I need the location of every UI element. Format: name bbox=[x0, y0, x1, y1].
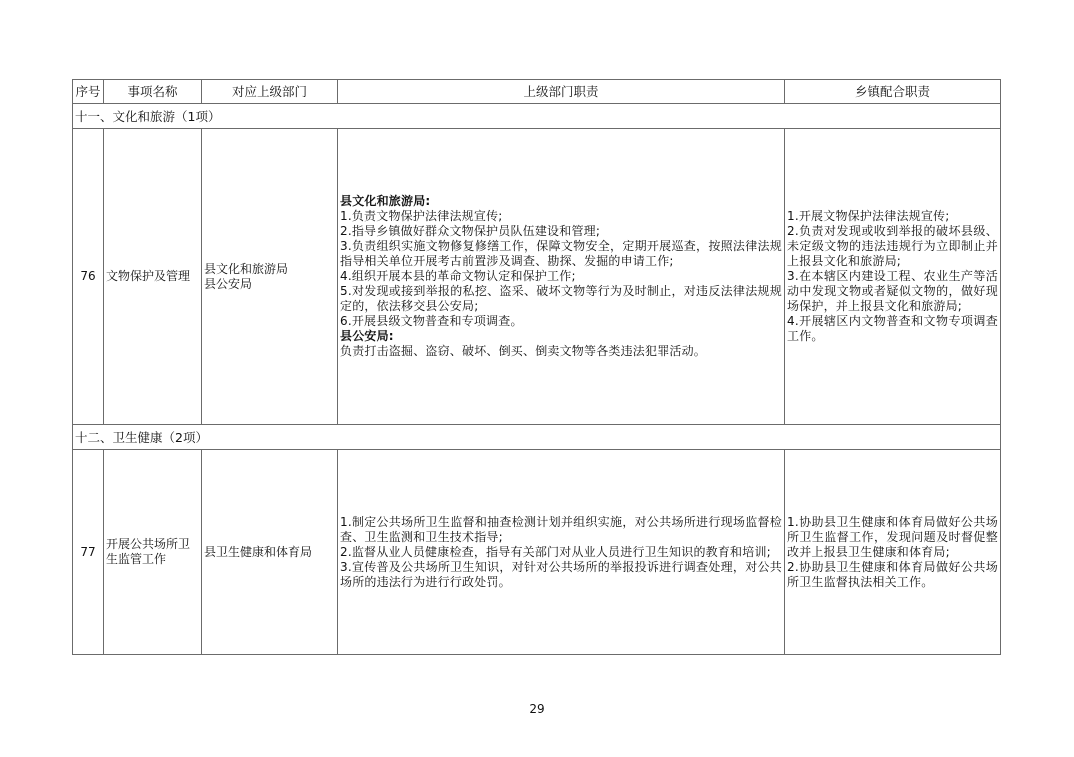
dept-line: 县卫生健康和体育局 bbox=[204, 544, 313, 559]
item-seq: 77 bbox=[73, 450, 104, 655]
item-name: 开展公共场所卫生监管工作 bbox=[104, 450, 202, 655]
header-row bbox=[73, 80, 1001, 104]
upper-duties bbox=[338, 450, 785, 655]
duty-line: 6.开展县级文物普查和专项调查。 bbox=[340, 314, 523, 328]
town-duty-line: 2.负责对发现或收到举报的破坏县级、未定级文物的违法违规行为立即制止并上报县文化和旅游局; bbox=[787, 224, 998, 268]
town-duty-line: 2.协助县卫生健康和体育局做好公共场所卫生监督执法相关工作。 bbox=[787, 559, 998, 589]
table-row bbox=[73, 129, 1001, 425]
item-name: 文物保护及管理 bbox=[104, 129, 202, 425]
section-row-health bbox=[73, 425, 1001, 450]
item-seq: 76 bbox=[73, 129, 104, 425]
duty-line: 3.宣传普及公共场所卫生知识，对针对公共场所的举报投诉进行调查处理，对公共场所的违法行为进行行政处罚。 bbox=[340, 559, 782, 589]
duty-heading: 县公安局: bbox=[340, 329, 394, 343]
duty-heading: 县文化和旅游局: bbox=[340, 194, 431, 208]
header-upper-duties: 上级部门职责 bbox=[338, 80, 785, 104]
table-row bbox=[73, 450, 1001, 655]
duty-line: 5.对发现或接到举报的私挖、盗采、破坏文物等行为及时制止，对违反法律法规规定的，依法移交县公安局; bbox=[340, 284, 782, 313]
duty-line: 1.制定公共场所卫生监督和抽查检测计划并组织实施，对公共场所进行现场监督检查、卫生监测和卫生技术指导; bbox=[340, 514, 782, 544]
duty-table bbox=[72, 79, 1001, 655]
town-duty-line: 1.协助县卫生健康和体育局做好公共场所卫生监督工作，发现问题及时督促整改并上报县卫生健康和体育局; bbox=[787, 514, 998, 559]
page-number: 29 bbox=[529, 702, 545, 716]
upper-duties bbox=[338, 129, 785, 425]
section-title: 十一、文化和旅游（1项） bbox=[73, 104, 1001, 129]
town-duties bbox=[785, 129, 1001, 425]
town-duty-line: 1.开展文物保护法律法规宣传; bbox=[787, 209, 950, 223]
header-item-name: 事项名称 bbox=[104, 80, 202, 104]
section-title: 十二、卫生健康（2项） bbox=[73, 425, 1001, 450]
dept-line: 县文化和旅游局 bbox=[204, 261, 289, 276]
header-town-duties: 乡镇配合职责 bbox=[785, 80, 1001, 104]
section-row-culture-tourism bbox=[73, 104, 1001, 129]
duty-line: 2.监督从业人员健康检查，指导有关部门对从业人员进行卫生知识的教育和培训; bbox=[340, 544, 771, 559]
duty-line: 3.负责组织实施文物修复修缮工作，保障文物安全，定期开展巡查，按照法律法规指导相关单位开展考古前置涉及调查、勘探、发掘的申请工作; bbox=[340, 239, 782, 268]
town-duties bbox=[785, 450, 1001, 655]
duty-line: 4.组织开展本县的革命文物认定和保护工作; bbox=[340, 269, 576, 283]
duty-line: 负责打击盗掘、盗窃、破坏、倒买、倒卖文物等各类违法犯罪活动。 bbox=[340, 344, 707, 358]
duty-line: 2.指导乡镇做好群众文物保护员队伍建设和管理; bbox=[340, 224, 601, 238]
header-upper-dept: 对应上级部门 bbox=[202, 80, 338, 104]
header-seq: 序号 bbox=[73, 80, 104, 104]
town-duty-line: 4.开展辖区内文物普查和文物专项调查工作。 bbox=[787, 314, 998, 343]
item-depts bbox=[202, 129, 338, 425]
duty-line: 1.负责文物保护法律法规宣传; bbox=[340, 209, 503, 223]
dept-line: 县公安局 bbox=[204, 276, 253, 291]
town-duty-line: 3.在本辖区内建设工程、农业生产等活动中发现文物或者疑似文物的，做好现场保护，并上报县文化和旅游局; bbox=[787, 269, 998, 313]
item-depts bbox=[202, 450, 338, 655]
